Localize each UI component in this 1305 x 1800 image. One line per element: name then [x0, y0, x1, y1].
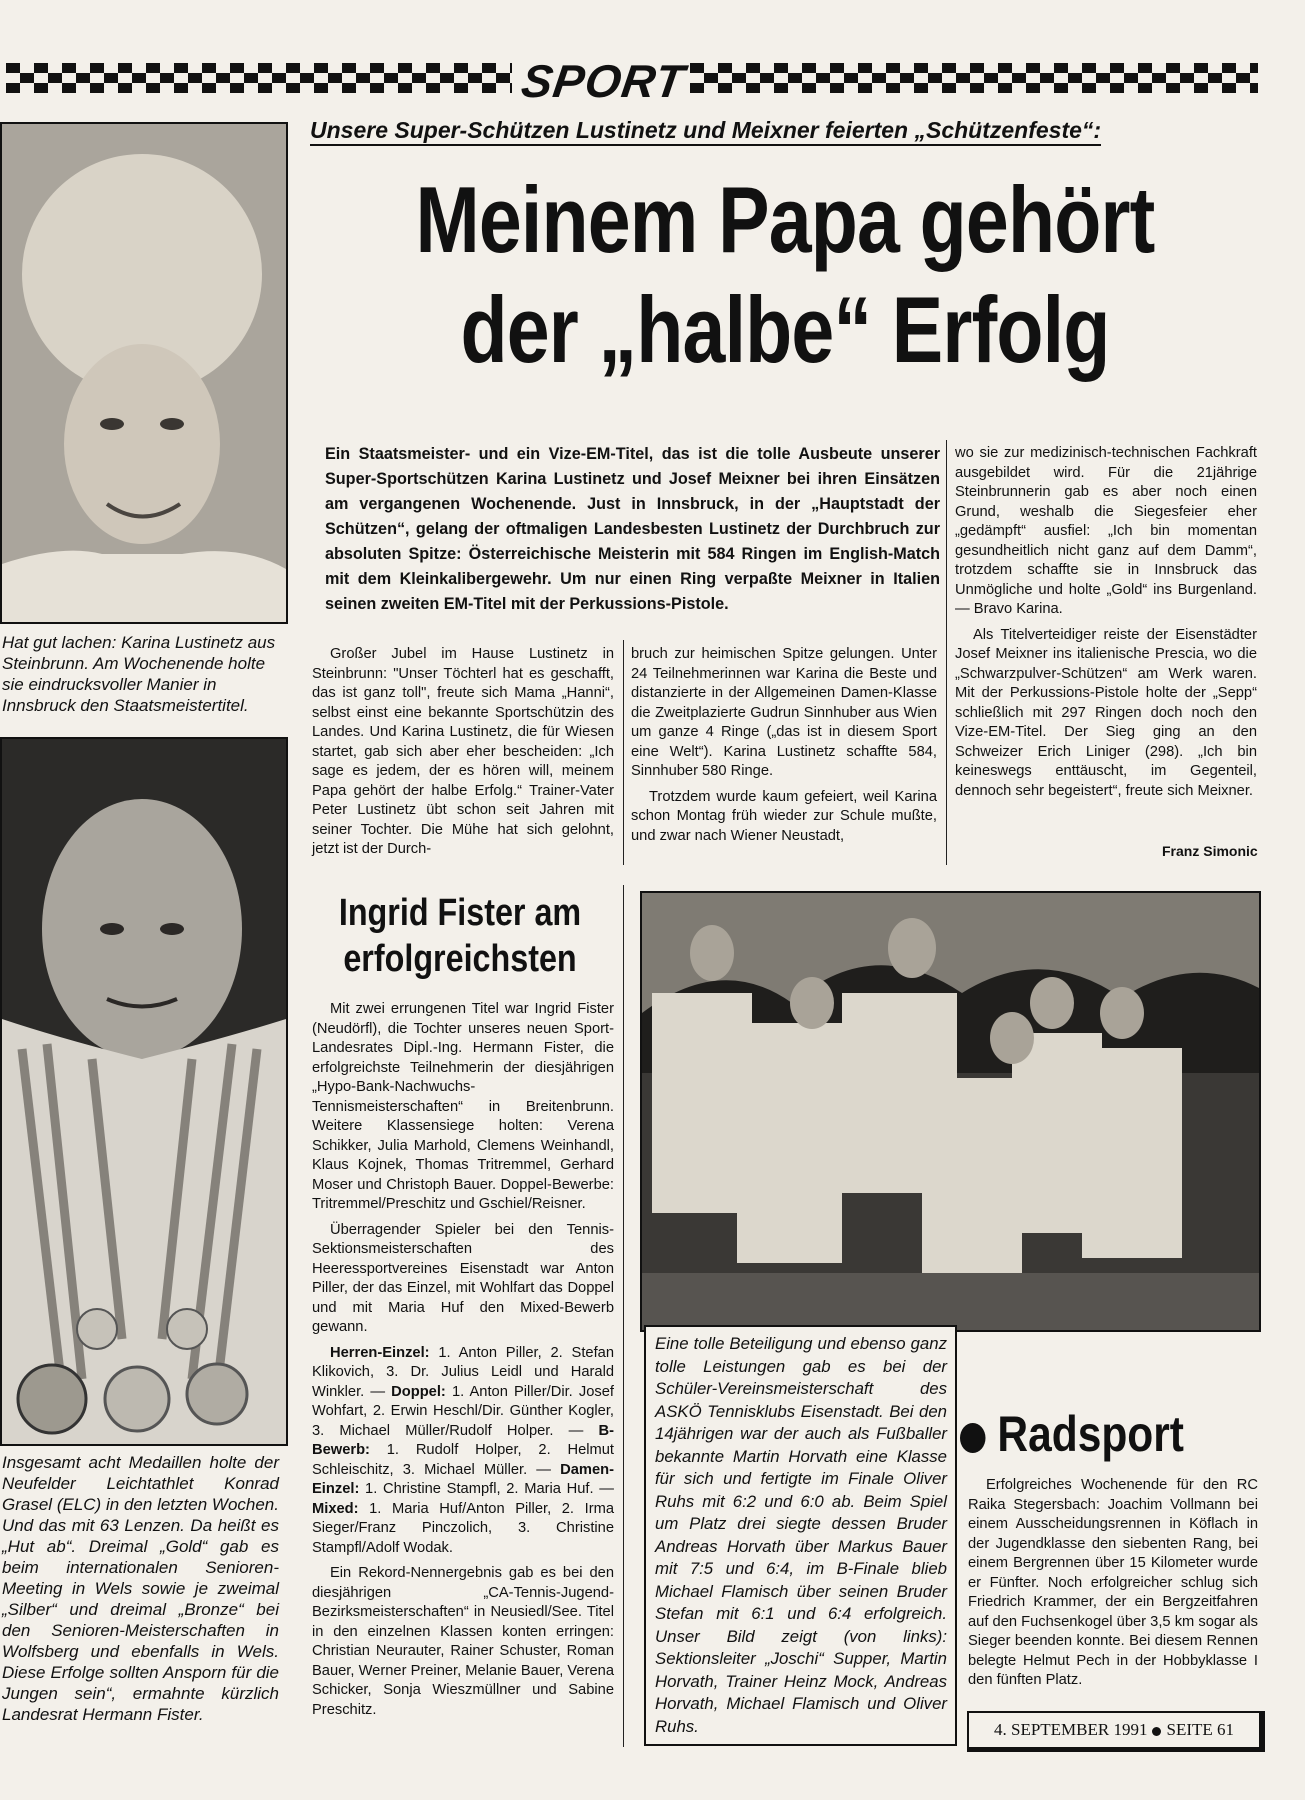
- photo-konrad-grasel: [0, 737, 288, 1446]
- section-banner-right: [690, 63, 1258, 93]
- radsport-title: Radsport: [997, 1406, 1184, 1462]
- radsport-text: Erfolgreiches Wochenende für den RC Raika Stegersbach: Joachim Vollmann bei einem Ausscheidungsrennen in Köflach in der Jugendklasse den siebenten Rang, bei einem Bergrennen über 15 Kilometer wurde er Fünfter. Noch erfolgreicher schlug sich Friedrich Krammer, der ein Bergzeitfahren auf den Fuchsenkogel über 3,5 km sogar als Sieger beenden konnte. Bei diesem Rennen belegte Helmut Pech in der Hobbyklasse I den fünften Platz.: [968, 1477, 1258, 1688]
- tennis-text3: Ein Rekord-Nennergebnis gab es bei den diesjährigen „CA-Tennis-Jugend-Bezirksmeisterschaften“ in Neusiedl/See. Titel in den einzelnen Klassen konten erringen: Christian Neurauter, Rainer Schuster, Roman Bauer, Werner Preiner, Melanie Bauer, Verena Schicker, Sonja Wieszmüllner und Sabine Preschitz.: [312, 1565, 614, 1718]
- label-doppel: Doppel:: [391, 1383, 446, 1400]
- results-herren: 1. Anton Piller, 2. Stefan Klikovich, 3. Dr. Julius Leidl und Harald Winkler. —: [312, 1344, 614, 1400]
- column-rule: [623, 640, 624, 865]
- tennis-text1: Mit zwei errungenen Titel war Ingrid Fister (Neudörfl), die Tochter unseres neuen Sport-Landesrates Dipl.-Ing. Hermann Fister, die erfolgreichste Teilnehmerin der diesjährigen „Hypo-Bank-Nachwuchs-Tennismeisterschaften“ in Breitenbrunn. Weitere Klassensiege holten: Verena Schikker, Julia Marhold, Clemens Weinhandl, Klaus Kojnek, Thomas Tritremmel, Gerhard Moser und Christoph Bauer. Doppel-Bewerbe: Tritremmel/Preschitz und Gschiel/Reisner.: [312, 1001, 614, 1212]
- photo3-caption: Eine tolle Beteiligung und ebenso ganz tolle Leistungen gab es bei der Schüler-Vereinsmeisterschaft des ASKÖ Tennisklubs Eisenstadt. Bei den 14jährigen war der auch als Fußballer bekannte Martin Horvath eine Klasse für sich und fertigte im Finale Oliver Ruhs mit 6:2 und 6:0 ab. Beim Spiel um Platz drei siegte dessen Bruder Andreas Horvath über Markus Bauer mit 7:5 und 6:4, im B-Finale blieb Michael Flamisch über seinen Bruder Stefan mit 6:1 und 6:4 erfolgreich. Unser Bild zeigt (von links): Sektionsleiter „Joschi“ Supper, Martin Horvath, Trainer Heinz Mock, Andreas Horvath, Michael Flamisch und Oliver Ruhs.: [644, 1325, 957, 1746]
- label-herren: Herren-Einzel:: [330, 1344, 430, 1361]
- label-b-bewerb: B-Bewerb:: [312, 1422, 614, 1458]
- radsport-headline: [960, 1405, 1184, 1463]
- photo2-caption: Insgesamt acht Medaillen holte der Neufelder Leichtathlet Konrad Grasel (ELC) in den letzten Wochen. Und das mit 63 Lenzen. Da heißt es „Hut ab“. Dreimal „Gold“ gab es beim internationalen Senioren-Meeting in Wels sowie je zweimal „Silber“ und dreimal „Bronze“ bei den Senioren-Meisterschaften in Wolfsberg und ebenfalls in Wels. Diese Erfolge sollten Ansporn für die Jungen sein“, ermahnte kürzlich Landesrat Hermann Fister.: [2, 1453, 279, 1724]
- results-damen: 1. Christine Stampfl, 2. Maria Huf. —: [359, 1481, 614, 1497]
- section-label: SPORT: [518, 55, 689, 107]
- tennis-headline: [324, 890, 596, 982]
- main-article-col1: [312, 645, 614, 866]
- tennis-results: [312, 1344, 614, 1559]
- tennis-headline-line2: erfolgreichsten: [343, 938, 577, 980]
- tennis-article: [312, 1000, 614, 1726]
- photo1-caption: Hat gut lachen: Karina Lustinetz aus Steinbrunn. Am Wochenende holte sie eindrucksvoller Manier in Innsbruck den Staatsmeistertitel.: [2, 633, 276, 715]
- headline: [391, 165, 1178, 385]
- column-rule: [623, 885, 624, 1747]
- main-col2-text1: bruch zur heimischen Spitze gelungen. Unter 24 Teilnehmerinnen war Karina die Beste und distanzierte in der Allgemeinen Damen-Klasse die Zweitplazierte Gudrun Sinnhuber aus Wien um ganze 4 Ringe („das ist in diesem Sport eine Welt“). Karina Lustinetz schaffte 584, Sinnhuber 580 Ringe.: [631, 646, 937, 779]
- photo-karina-lustinetz: [0, 122, 288, 624]
- byline: Franz Simonic: [1162, 843, 1258, 859]
- main-col1-text: Großer Jubel im Hause Lustinetz in Steinbrunn: "Unser Töchterl hat es geschafft, das ist ganz toll", freute sich Mama „Hanni“, selbst einst eine bekannte Sportschützin des Landes. Und Karina Lustinetz, die für Wiesen startet, gab sich aber eher bescheiden: „Ich sage es jedem, der es hören will, meinem Papa gehört der halbe Erfolg.“ Trainer-Vater Peter Lustinetz übt schon seit Jahren mit seiner Tochter. Die Mühe hat sich gelohnt, jetzt ist der Durch-: [312, 646, 614, 857]
- tennis-headline-line1: Ingrid Fister am: [338, 892, 582, 934]
- headline-line1: Meinem Papa gehört: [415, 167, 1155, 272]
- footer-date: 4. SEPTEMBER 1991: [993, 1720, 1148, 1739]
- kicker: Unsere Super-Schützen Lustinetz und Meixner feierten „Schützenfeste“:: [310, 117, 1101, 146]
- tennis-text2: Überragender Spieler bei den Tennis-Sektionsmeisterschaften des Heeressportvereines Eisenstadt war Anton Piller, der das Einzel, mit Wohlfart das Doppel und mit Maria Huf den Mixed-Bewerb gewann.: [312, 1221, 614, 1335]
- lead-paragraph: Ein Staatsmeister- und ein Vize-EM-Titel, das ist die tolle Ausbeute unserer Super-Sportschützen Karina Lustinetz und Josef Meixner bei ihren Einsätzen am vergangenen Wochenende. Just in Innsbruck, in der „Hauptstadt der Schützen“, gelang der oftmaligen Landesbesten Lustinetz der Durchbruch zur absoluten Spitze: Österreichische Meisterin mit 584 Ringen im English-Match mit dem Kleinkalibergewehr. Um nur einen Ring verpaßte Meixner in Italien seinen zweiten EM-Titel mit der Perkussions-Pistole.: [325, 445, 940, 613]
- radsport-article: [968, 1476, 1258, 1697]
- footer-page: SEITE 61: [1166, 1720, 1235, 1739]
- column-rule: [946, 440, 947, 865]
- results-mixed: 1. Maria Huf/Anton Piller, 2. Irma Sieger/Franz Pinczolich, 3. Christine Stampfl/Adolf Wodak.: [312, 1500, 614, 1556]
- section-banner-left: [6, 63, 512, 93]
- main-col2-text2: Trotzdem wurde kaum gefeiert, weil Karina schon Montag früh wieder zur Schule mußte, und zwar nach Wiener Neustadt,: [631, 788, 937, 844]
- main-article-col2: [631, 645, 937, 852]
- label-mixed: Mixed:: [312, 1500, 359, 1517]
- bullet-icon: [960, 1423, 986, 1453]
- photo-tennis-group: [640, 891, 1261, 1332]
- page-footer: [967, 1711, 1265, 1752]
- results-doppel: 1. Anton Piller/Dir. Josef Wohfart, 2. Erwin Heschl/Dir. Günther Kogler, 3. Michael Müller/Rudolf Holper. —: [312, 1383, 614, 1439]
- main-col3-text1: wo sie zur medizinisch-technischen Fachkraft ausgebildet wird. Für die 21jährige Steinbrunnerin gab es aber noch einen Grund, weshalb die Siegesfeier eher „gedämpft“ ausfiel: „Ich bin momentan gesundheitlich nicht ganz auf dem Damm“, trotzdem schaffte sie in Innsbruck das Unmögliche und holte „Gold“ ins Burgenland. — Bravo Karina.: [955, 445, 1257, 617]
- main-col3-text2: Als Titelverteidiger reiste der Eisenstädter Josef Meixner ins italienische Prescia, wo die „Schwarzpulver-Schützen“ am Werk waren. Mit der Perkussions-Pistole holte der „Sepp“ schließlich mit 297 Ringen doch noch den Vize-EM-Titel. Der Sieg ging an den Schweizer Erich Liniger (298). „Ich bin keineswegs enttäuscht, im Gegenteil, dennoch sehr begeistert“, freute sich Meixner.: [955, 626, 1257, 799]
- bullet-icon: [1152, 1727, 1161, 1736]
- results-b-bewerb: 1. Rudolf Holper, 2. Helmut Schleischitz, 3. Michael Müller. —: [312, 1442, 614, 1478]
- main-article-col3: [955, 444, 1257, 807]
- label-damen: Damen-Einzel:: [312, 1461, 614, 1497]
- headline-line2: der „halbe“ Erfolg: [460, 277, 1110, 382]
